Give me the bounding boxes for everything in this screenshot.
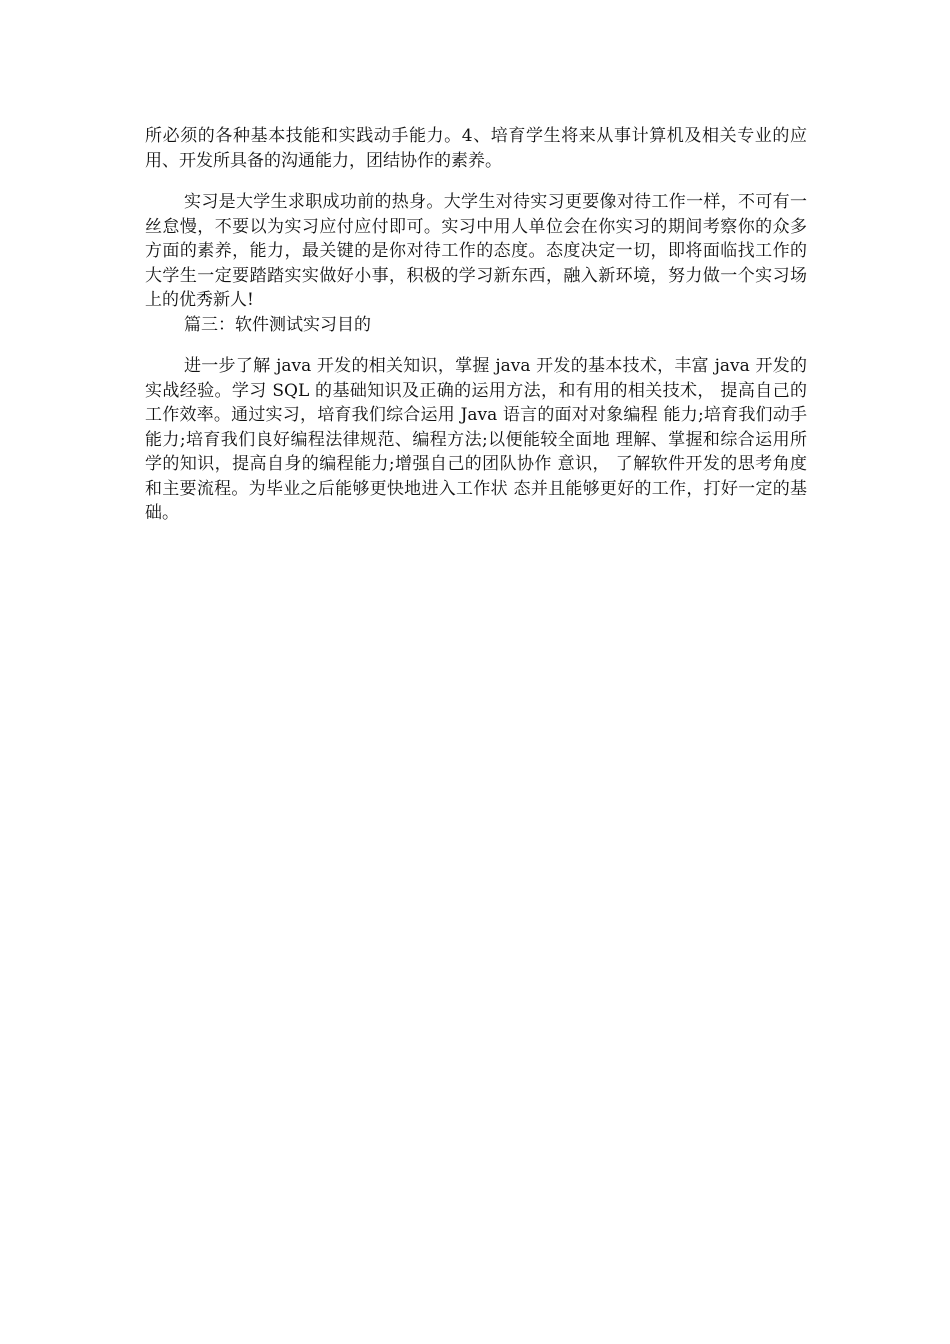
section-heading: 篇三：软件测试实习目的 <box>184 314 371 335</box>
paragraph-java-purpose: 进一步了解 java 开发的相关知识，掌握 java 开发的基本技术，丰富 java 开发的实战经验。学习 SQL 的基础知识及正确的运用方法，和有用的相关技术， 提高自己的工作效率。通过实习，培育我们综合运用 Java 语言的面对对象编程 能力;培育我们动手能力;培育我们良好编程法律规范、编程方法;以便能较全面地 理解、掌握和综合运用所学的知识，提高自身的编程能力;增强自己的团队协作 意识， 了解软件开发的思考角度和主要流程。为毕业之后能够更快地进入工作状 态并且能够更好的工作，打好一定的基础。 <box>145 356 807 523</box>
paragraph-internship: 实习是大学生求职成功前的热身。大学生对待实习更要像对待工作一样，不可有一丝怠慢，不要以为实习应付应付即可。实习中用人单位会在你实习的期间考察你的众多方面的素养，能力，最关键的是你对待工作的态度。态度决定一切，即将面临找工作的大学生一定要踏踏实实做好小事，积极的学习新东西，融入新环境，努力做一个实习场上的优秀新人! <box>145 192 807 310</box>
document-body <box>145 124 807 526</box>
paragraph-skills: 所必须的各种基本技能和实践动手能力。4、培育学生将来从事计算机及相关专业的应用、开发所具备的沟通能力，团结协作的素养。 <box>145 126 807 171</box>
